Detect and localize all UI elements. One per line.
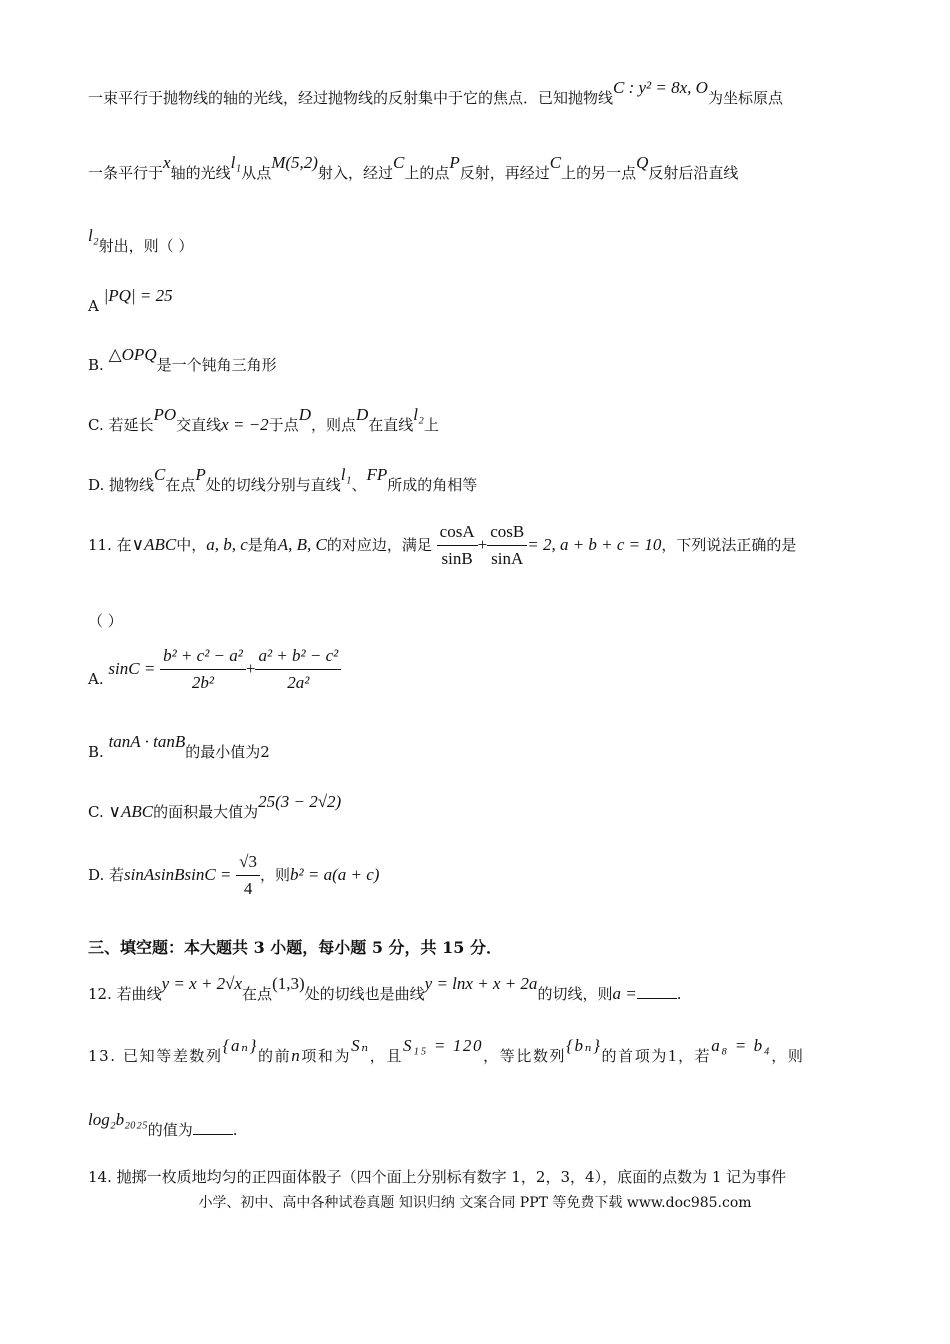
q10-line-2	[88, 153, 739, 183]
option-text: 上	[423, 416, 439, 434]
q10-text: 为坐标原点	[707, 89, 783, 107]
q10-text: 上的点	[404, 164, 450, 182]
q10-option-a	[88, 286, 173, 316]
math-expr: △OPQ	[108, 345, 157, 364]
fraction-denominator: sinB	[441, 549, 473, 569]
math-var: l₁	[340, 465, 352, 484]
math-var: P	[449, 153, 460, 172]
q13-text: 的值为	[147, 1121, 193, 1139]
math-var: n	[291, 1046, 302, 1065]
q10-text: 一条平行于	[88, 164, 164, 182]
q13-text: 的前	[258, 1047, 292, 1065]
math-expr: ∨ABC	[108, 802, 154, 821]
math-point: (1,3)	[272, 974, 305, 993]
math-number: 1	[667, 1046, 679, 1065]
math-var: D	[298, 405, 311, 424]
q13-text: ，且	[369, 1047, 403, 1065]
q13-text: .	[232, 1121, 238, 1139]
q13-text: ，则	[771, 1047, 805, 1065]
fraction-numerator: b² + c² − a²	[160, 646, 246, 670]
math-var: P	[195, 465, 206, 484]
math-expr: A, B, C	[277, 534, 327, 554]
answer-blank	[193, 1120, 233, 1135]
math-var: PO	[153, 405, 177, 424]
math-var: FP	[366, 465, 388, 484]
option-text: 是一个钝角三角形	[156, 356, 277, 374]
math-var: C	[392, 153, 405, 172]
q13-text: 的首项为	[601, 1047, 668, 1065]
math-expr: y = lnx + x + 2a	[424, 974, 538, 993]
math-point: M(5,2)	[271, 153, 318, 172]
q12-text: 处的切线也是曲线	[304, 985, 425, 1003]
q10-text: 轴的光线	[170, 164, 231, 182]
option-text: 处的切线分别与直线	[205, 476, 341, 494]
q11-text: 中，	[176, 535, 207, 554]
q10-text: 从点	[241, 164, 272, 182]
math-expr: a₈ = b₄	[711, 1036, 772, 1055]
math-expr: y = x + 2√x	[161, 974, 243, 993]
math-expr: b² = a(a + c)	[290, 864, 380, 884]
option-label: D. 抛物线	[88, 476, 155, 494]
answer-blank	[637, 984, 677, 999]
fraction-denominator: 2b²	[191, 673, 215, 693]
math-var: Q	[636, 153, 649, 172]
q10-text: 射入，经过	[317, 164, 393, 182]
fraction	[160, 646, 246, 694]
option-text: ，则	[260, 865, 291, 884]
option-label: D. 若	[88, 865, 125, 884]
option-label: B.	[88, 743, 104, 761]
q14: 14. 抛掷一枚质地均匀的正四面体骰子（四个面上分别标有数字 1，2，3，4），底面的点数为 1 记为事件	[88, 1168, 787, 1186]
q13-text: ，等比数列	[483, 1047, 567, 1065]
page-footer: 小学、初中、高中各种试卷真题 知识归纳 文案合同 PPT 等免费下载 www.doc985.com	[198, 1195, 752, 1211]
math-expr: a =	[612, 984, 637, 1003]
math-expr: log₂b₂₀₂₅	[88, 1110, 148, 1129]
q10-option-d	[88, 465, 478, 495]
option-text: 于点	[268, 416, 299, 434]
math-var: C	[549, 153, 562, 172]
option-label: A.	[88, 669, 104, 688]
q13-line-1	[88, 1036, 805, 1066]
parabola-equation: C : y² = 8x, O	[613, 78, 708, 97]
math-expr: 25(3 − 2√2)	[258, 792, 342, 811]
q10-option-c	[88, 405, 439, 435]
fraction-numerator: cosA	[437, 522, 478, 546]
q11-stem	[88, 522, 796, 570]
option-text: 所成的角相等	[387, 476, 478, 494]
math-var: l₁	[230, 153, 242, 172]
math-expr: S₁₅ = 120	[402, 1036, 484, 1055]
q11-text: ，下列说法正确的是	[661, 535, 797, 554]
q10-text: 反射后沿直线	[648, 164, 739, 182]
q11-paren	[88, 612, 123, 630]
q12-text: .	[676, 985, 682, 1003]
option-label: A	[88, 297, 99, 315]
q11-option-a: A. sinC = $\frac{\text{b² + c² − a²}}{\text{2b²}}$ + $\frac{\text{a² + b² − c²}}{\text{2a²}}$	[88, 646, 341, 694]
fraction-denominator: sinA	[491, 549, 524, 569]
section-heading: 三、填空题：本大题共 3 小题，每小题 5 分，共 15 分．	[88, 938, 502, 957]
math-operator: +	[477, 534, 488, 554]
math-var: C	[154, 465, 166, 484]
math-expr: Sₙ	[351, 1036, 370, 1055]
q10-text: 反射，再经过	[459, 164, 550, 182]
q11-text: 是角	[247, 535, 278, 554]
q11-option-d	[88, 852, 379, 900]
q10-line-1	[88, 78, 783, 108]
option-label: C.	[88, 803, 104, 821]
math-var: x	[163, 153, 171, 172]
q10-text: 射出，则（ ）	[98, 237, 194, 255]
option-label: B.	[88, 356, 104, 374]
fraction-numerator: cosB	[487, 522, 527, 546]
q12	[88, 974, 682, 1004]
fraction	[236, 852, 260, 900]
option-text: 的最小值为2	[185, 743, 270, 761]
fraction-numerator: √3	[236, 852, 260, 876]
q11-option-b	[88, 732, 270, 762]
option-text: ，则点	[310, 416, 356, 434]
option-text: 、	[351, 476, 367, 494]
fraction	[255, 646, 341, 694]
q13-text: ，若	[678, 1047, 712, 1065]
q11-text: 11. 在	[88, 535, 132, 554]
math-expr: = 2, a + b + c = 10	[527, 534, 662, 554]
q10-line-3	[88, 226, 194, 256]
math-expr: tanA · tanB	[108, 732, 186, 751]
math-expr: {bₙ}	[566, 1036, 602, 1055]
math-var: D	[355, 405, 369, 424]
q13-text: 项和为	[301, 1047, 352, 1065]
math-expr: sinC =	[108, 658, 156, 678]
math-expr: a, b, c	[206, 534, 248, 554]
fraction	[437, 522, 478, 570]
q10-option-b	[88, 345, 277, 375]
math-expr: {aₙ}	[222, 1036, 259, 1055]
q10-text: 上的另一点	[561, 164, 637, 182]
q12-text: 12. 若曲线	[88, 985, 162, 1003]
q11-text: 的对应边，满足	[326, 535, 432, 554]
option-text: 的面积最大值为	[153, 803, 259, 821]
fraction	[487, 522, 527, 570]
math-expr: |PQ| = 25	[103, 286, 173, 305]
math-var: l₂	[88, 226, 99, 245]
option-text: 交直线	[176, 416, 222, 434]
q11-option-c	[88, 792, 342, 822]
q12-text: 的切线，则	[537, 985, 613, 1003]
q10-text: 一束平行于抛物线的轴的光线，经过抛物线的反射集中于它的焦点．已知抛物线	[88, 89, 614, 107]
q12-text: 在点	[242, 985, 273, 1003]
math-expr: sinAsinBsinC =	[124, 864, 232, 884]
math-var: l₂	[413, 405, 424, 424]
math-expr: ∨ABC	[131, 534, 177, 554]
option-text: 在直线	[368, 416, 414, 434]
math-expr: x = −2	[221, 415, 269, 434]
option-label: C. 若延长	[88, 416, 154, 434]
fraction-numerator: a² + b² − c²	[255, 646, 341, 670]
q13-text: 13. 已知等差数列	[88, 1047, 223, 1065]
option-text: 在点	[165, 476, 196, 494]
q13-line-2	[88, 1110, 238, 1140]
fraction-denominator: 2a²	[287, 673, 310, 693]
answer-paren: （ ）	[88, 612, 123, 630]
fraction-denominator: 4	[243, 879, 253, 899]
